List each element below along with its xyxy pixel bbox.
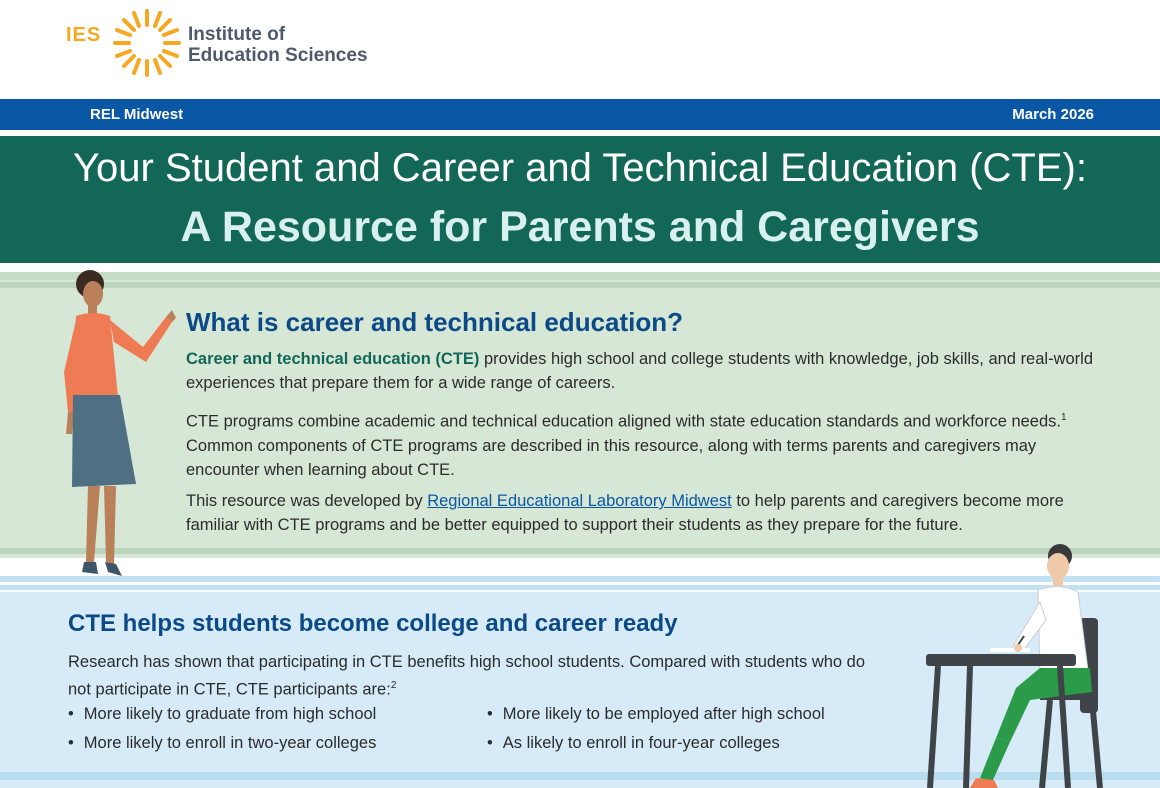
program-bar [0,99,1160,130]
bullet-item: • As likely to enroll in four-year colleges [487,734,780,753]
page-title: Your Student and Career and Technical Education (CTE): [73,146,1087,190]
ies-abbrev: IES [66,24,102,46]
rel-midwest-link[interactable]: Regional Educational Laboratory Midwest [427,492,732,510]
section2-intro [68,650,888,702]
sunburst-logo-icon [112,8,182,78]
p2-b: Common components of CTE programs are described in this resource, along with terms parents and caregivers may encounter when learning about CTE. [186,436,1037,479]
intro-text: Research has shown that participating in CTE benefits high school students. Compared with students who do not participate in CTE, CTE participants are: [68,653,866,699]
org-name [188,24,368,66]
bullet-item: • More likely to graduate from high school [68,705,376,724]
bullet-item: • More likely to enroll in two-year colleges [68,734,376,753]
publication-date: March 2026 [1012,106,1094,123]
teacher-illustration-icon [48,262,178,582]
section1-heading: What is career and technical education? [186,307,684,337]
cte-term: Career and technical education (CTE) [186,350,480,368]
p3-a: This resource was developed by [186,492,428,510]
bullet-item: • More likely to be employed after high school [487,705,825,724]
p3-b: to help parents and caregivers become more familiar with CTE programs and be better equipped to support their students as they prepare for the future. [186,492,1064,534]
org-name-line1: Institute of [188,24,286,45]
org-name-line2: Education Sciences [188,45,368,66]
footnote-ref-2[interactable]: 2 [390,680,397,691]
page-subtitle: A Resource for Parents and Caregivers [180,203,980,251]
p1-rest: provides high school and college students with knowledge, job skills, and real-world experiences that prepare them for a wide range of careers. [186,350,1093,392]
program-name: REL Midwest [90,106,184,123]
student-at-desk-illustration-icon [920,542,1110,788]
section1-paragraph-2 [186,406,1096,482]
section2-heading: CTE helps students become college and career ready [68,610,678,637]
section1-paragraph-1 [186,347,1096,395]
p2-a: CTE programs combine academic and technical education aligned with state education standards and workforce needs. [186,412,1061,431]
section1-paragraph-3 [186,489,1096,537]
footnote-ref-1[interactable]: 1 [1061,412,1067,423]
